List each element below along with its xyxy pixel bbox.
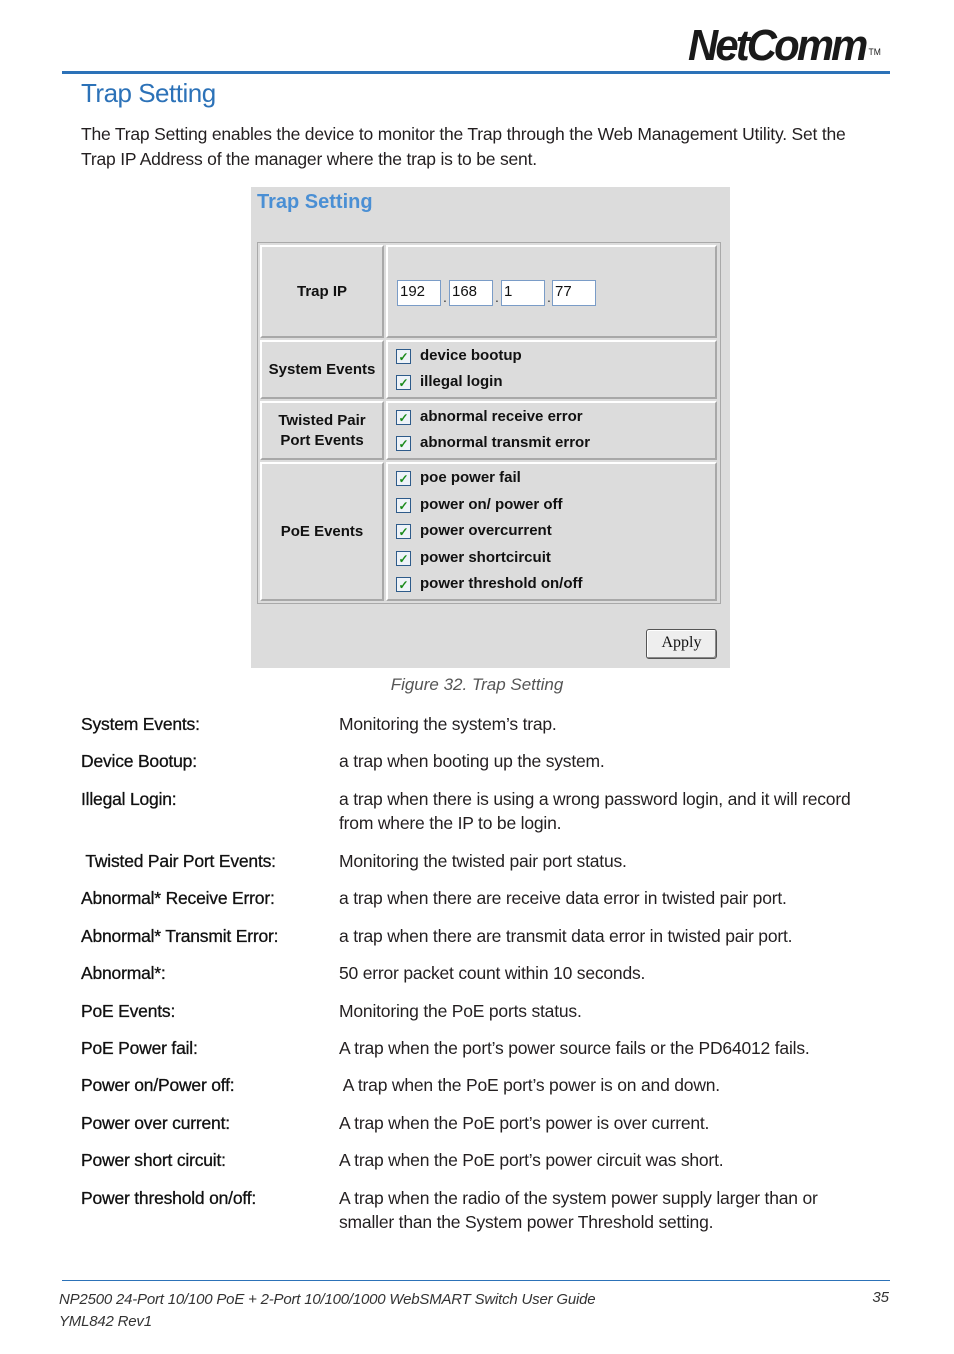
definition-term: PoE Power fail: (81, 1038, 198, 1058)
page-title: Trap Setting (81, 78, 216, 108)
abnormal-receive-checkbox[interactable]: ✓ (396, 410, 411, 425)
definition-desc: Monitoring the PoE ports status. (339, 1001, 582, 1021)
device-bootup-checkbox[interactable]: ✓ (396, 349, 411, 364)
apply-button[interactable]: Apply (646, 629, 717, 659)
system-events-label: System Events (260, 340, 384, 399)
trap-ip-label: Trap IP (260, 245, 384, 338)
netcomm-logo (688, 21, 881, 70)
trap-ip-octet-3[interactable]: 1 (501, 280, 545, 306)
definition-term: Abnormal*: (81, 963, 166, 983)
abnormal-transmit-checkbox[interactable]: ✓ (396, 436, 411, 451)
ip-separator: . (547, 289, 551, 305)
power-shortcircuit-checkbox[interactable]: ✓ (396, 551, 411, 566)
definition-term: PoE Events: (81, 1001, 176, 1021)
footer-text (59, 1289, 595, 1333)
definition-term: Illegal Login: (81, 789, 177, 809)
trap-ip-octet-1[interactable]: 192 (397, 280, 441, 306)
trap-setting-screenshot (251, 187, 730, 668)
power-overcurrent-label: power overcurrent (420, 522, 552, 539)
power-threshold-checkbox[interactable]: ✓ (396, 577, 411, 592)
footer-rule (62, 1280, 890, 1281)
poe-power-fail-checkbox[interactable]: ✓ (396, 471, 411, 486)
poe-power-fail-label: poe power fail (420, 469, 521, 486)
definition-desc: Monitoring the system’s trap. (339, 714, 557, 734)
header-rule (62, 71, 890, 74)
footer-guide-title: NP2500 24-Port 10/100 PoE + 2-Port 10/100/1000 WebSMART Switch User Guide (59, 1291, 596, 1308)
trap-ip-octet-4[interactable]: 77 (552, 280, 596, 306)
definition-desc: A trap when the radio of the system power supply larger than or smaller than the System power Threshold setting. (339, 1188, 818, 1232)
definition-term: Device Bootup: (81, 751, 197, 771)
ip-separator: . (443, 289, 447, 305)
illegal-login-label: illegal login (420, 373, 503, 390)
poe-events-label: PoE Events (260, 462, 384, 601)
definition-desc: a trap when there are transmit data error in twisted pair port. (339, 926, 793, 946)
definition-desc: Monitoring the twisted pair port status. (339, 851, 627, 871)
twisted-pair-label-line2: Port Events (280, 431, 364, 449)
power-shortcircuit-label: power shortcircuit (420, 549, 551, 566)
definition-desc: a trap when there is using a wrong password login, and it will record from where the IP to be login. (339, 789, 851, 833)
definition-term: Abnormal* Receive Error: (81, 888, 275, 908)
page-number: 35 (872, 1289, 889, 1306)
power-overcurrent-checkbox[interactable]: ✓ (396, 524, 411, 539)
definition-term: Power over current: (81, 1113, 230, 1133)
system-events-cell (386, 340, 717, 399)
footer-revision: YML842 Rev1 (59, 1313, 152, 1330)
abnormal-receive-label: abnormal receive error (420, 408, 583, 425)
definition-term: System Events: (81, 714, 200, 734)
power-threshold-label: power threshold on/off (420, 575, 583, 592)
trap-ip-octet-2[interactable]: 168 (449, 280, 493, 306)
illegal-login-checkbox[interactable]: ✓ (396, 375, 411, 390)
definition-desc: A trap when the PoE port’s power is on and down. (339, 1075, 720, 1095)
figure-caption: Figure 32. Trap Setting (390, 675, 564, 694)
screenshot-title: Trap Setting (257, 191, 373, 213)
twisted-pair-label (260, 401, 384, 460)
trap-ip-cell (386, 245, 717, 338)
definition-term: Power threshold on/off: (81, 1188, 257, 1208)
ip-separator: . (495, 289, 499, 305)
power-on-off-label: power on/ power off (420, 496, 563, 513)
definition-term: Power on/Power off: (81, 1075, 235, 1095)
definition-term: Abnormal* Transmit Error: (81, 926, 279, 946)
definition-desc: 50 error packet count within 10 seconds. (339, 963, 646, 983)
definition-desc: a trap when there are receive data error in twisted pair port. (339, 888, 787, 908)
power-on-off-checkbox[interactable]: ✓ (396, 498, 411, 513)
device-bootup-label: device bootup (420, 347, 522, 364)
definition-term: Twisted Pair Port Events: (81, 851, 276, 871)
definition-desc: A trap when the PoE port’s power circuit was short. (339, 1150, 724, 1170)
twisted-pair-cell (386, 401, 717, 460)
trap-setting-form (257, 242, 721, 604)
definition-term: Power short circuit: (81, 1150, 226, 1170)
definition-desc: A trap when the port’s power source fails or the PD64012 fails. (339, 1038, 810, 1058)
definition-desc: A trap when the PoE port’s power is over current. (339, 1113, 710, 1133)
twisted-pair-label-line1: Twisted Pair (278, 411, 366, 429)
definition-desc: a trap when booting up the system. (339, 751, 605, 771)
logo-text: NetComm (688, 21, 866, 70)
abnormal-transmit-label: abnormal transmit error (420, 434, 591, 451)
poe-events-cell (386, 462, 717, 601)
trademark-mark: TM (868, 47, 881, 57)
intro-paragraph: The Trap Setting enables the device to monitor the Trap through the Web Management Utility. Set the Trap IP Address of the manager where the trap is to be sent. (81, 124, 846, 169)
